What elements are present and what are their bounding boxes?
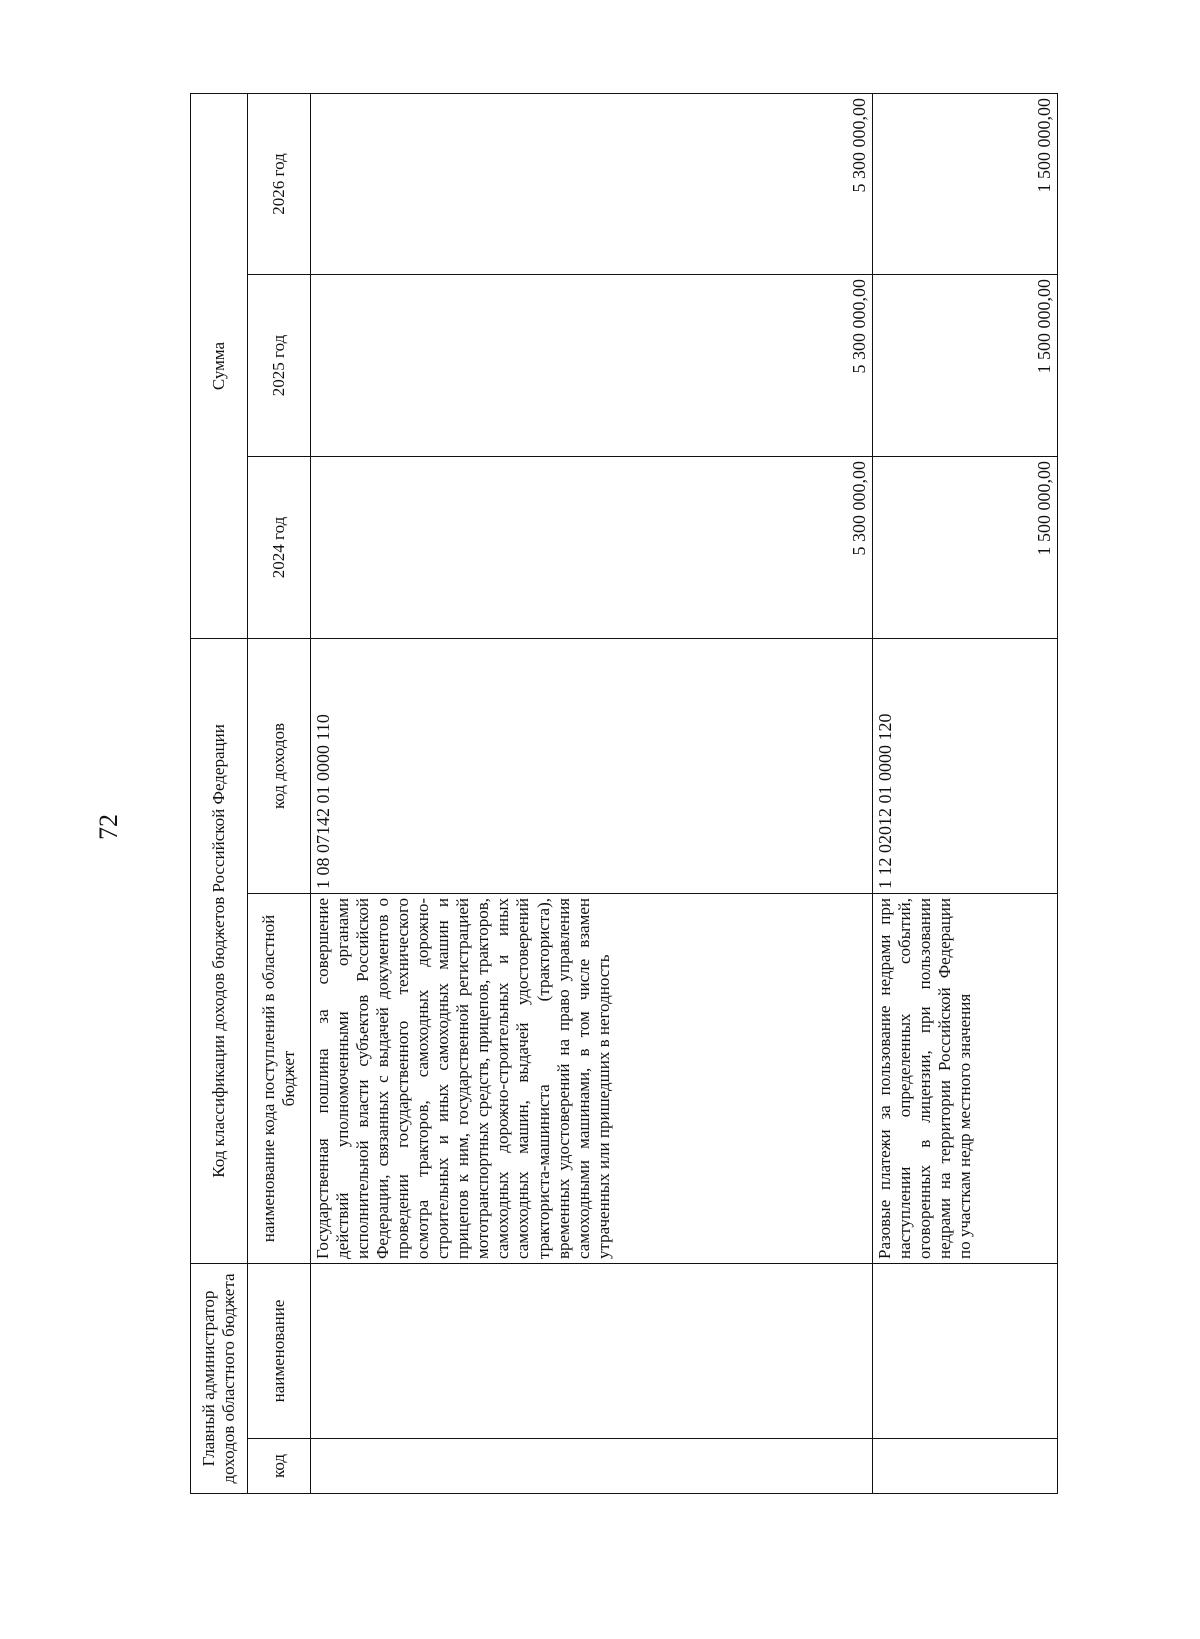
row-amount-2024: 5 300 000,00 <box>311 456 873 638</box>
header-admin-name: наименование <box>248 1264 311 1439</box>
row-amount-2025: 1 500 000,00 <box>873 274 1058 456</box>
header-admin-group: Главный администратор доходов областного бюджета <box>191 1264 248 1494</box>
header-classification-group: Код классификации доходов бюджетов Российской Федерации <box>191 638 248 1263</box>
income-classification-table <box>190 93 1058 1494</box>
row-income-name: Разовые платежи за пользование недрами при наступлении определенных событий, оговоренных в лицензии, при пользовании недрами на территории Российской Федерации по участкам недр местного значения <box>873 894 1058 1264</box>
rotated-table-container <box>190 94 1054 1494</box>
row-amount-2025: 5 300 000,00 <box>311 274 873 456</box>
header-sum-group: Сумма <box>191 93 248 638</box>
row-income-code: 1 12 02012 01 0000 120 <box>873 638 1058 893</box>
table-row <box>311 93 873 1493</box>
header-year-2025: 2025 год <box>248 274 311 456</box>
table-row <box>873 93 1058 1493</box>
header-row-groups <box>191 93 248 1493</box>
row-income-code: 1 08 07142 01 0000 110 <box>311 638 873 893</box>
header-income-code: код доходов <box>248 638 311 893</box>
header-admin-code: код <box>248 1439 311 1494</box>
row-amount-2026: 1 500 000,00 <box>873 93 1058 274</box>
row-amount-2026: 5 300 000,00 <box>311 93 873 274</box>
page-number: 72 <box>94 814 123 840</box>
row-amount-2024: 1 500 000,00 <box>873 456 1058 638</box>
header-income-name: наименование кода поступлений в областной бюджет <box>248 894 311 1264</box>
row-admin-name <box>311 1264 873 1439</box>
row-admin-name <box>873 1264 1058 1439</box>
header-year-2024: 2024 год <box>248 456 311 638</box>
header-row-columns <box>248 93 311 1493</box>
header-year-2026: 2026 год <box>248 93 311 274</box>
row-admin-code <box>311 1439 873 1494</box>
row-income-name: Государственная пошлина за совершение действий уполномоченными органами исполнительной власти субъектов Российской Федерации, связанных с выдачей документов о проведении государственного технического осмотра тракторов, самоходных дорожно-строительных и иных самоходных машин и прицепов к ним, государственной регистрацией мототранспортных средств, прицепов, тракторов, самоходных дорожно-строительных и иных самоходных машин, выдачей удостоверений тракториста-машиниста (тракториста), временных удостоверений на право управления самоходными машинами, в том числе взамен утраченных или пришедших в негодность <box>311 894 873 1264</box>
row-admin-code <box>873 1439 1058 1494</box>
